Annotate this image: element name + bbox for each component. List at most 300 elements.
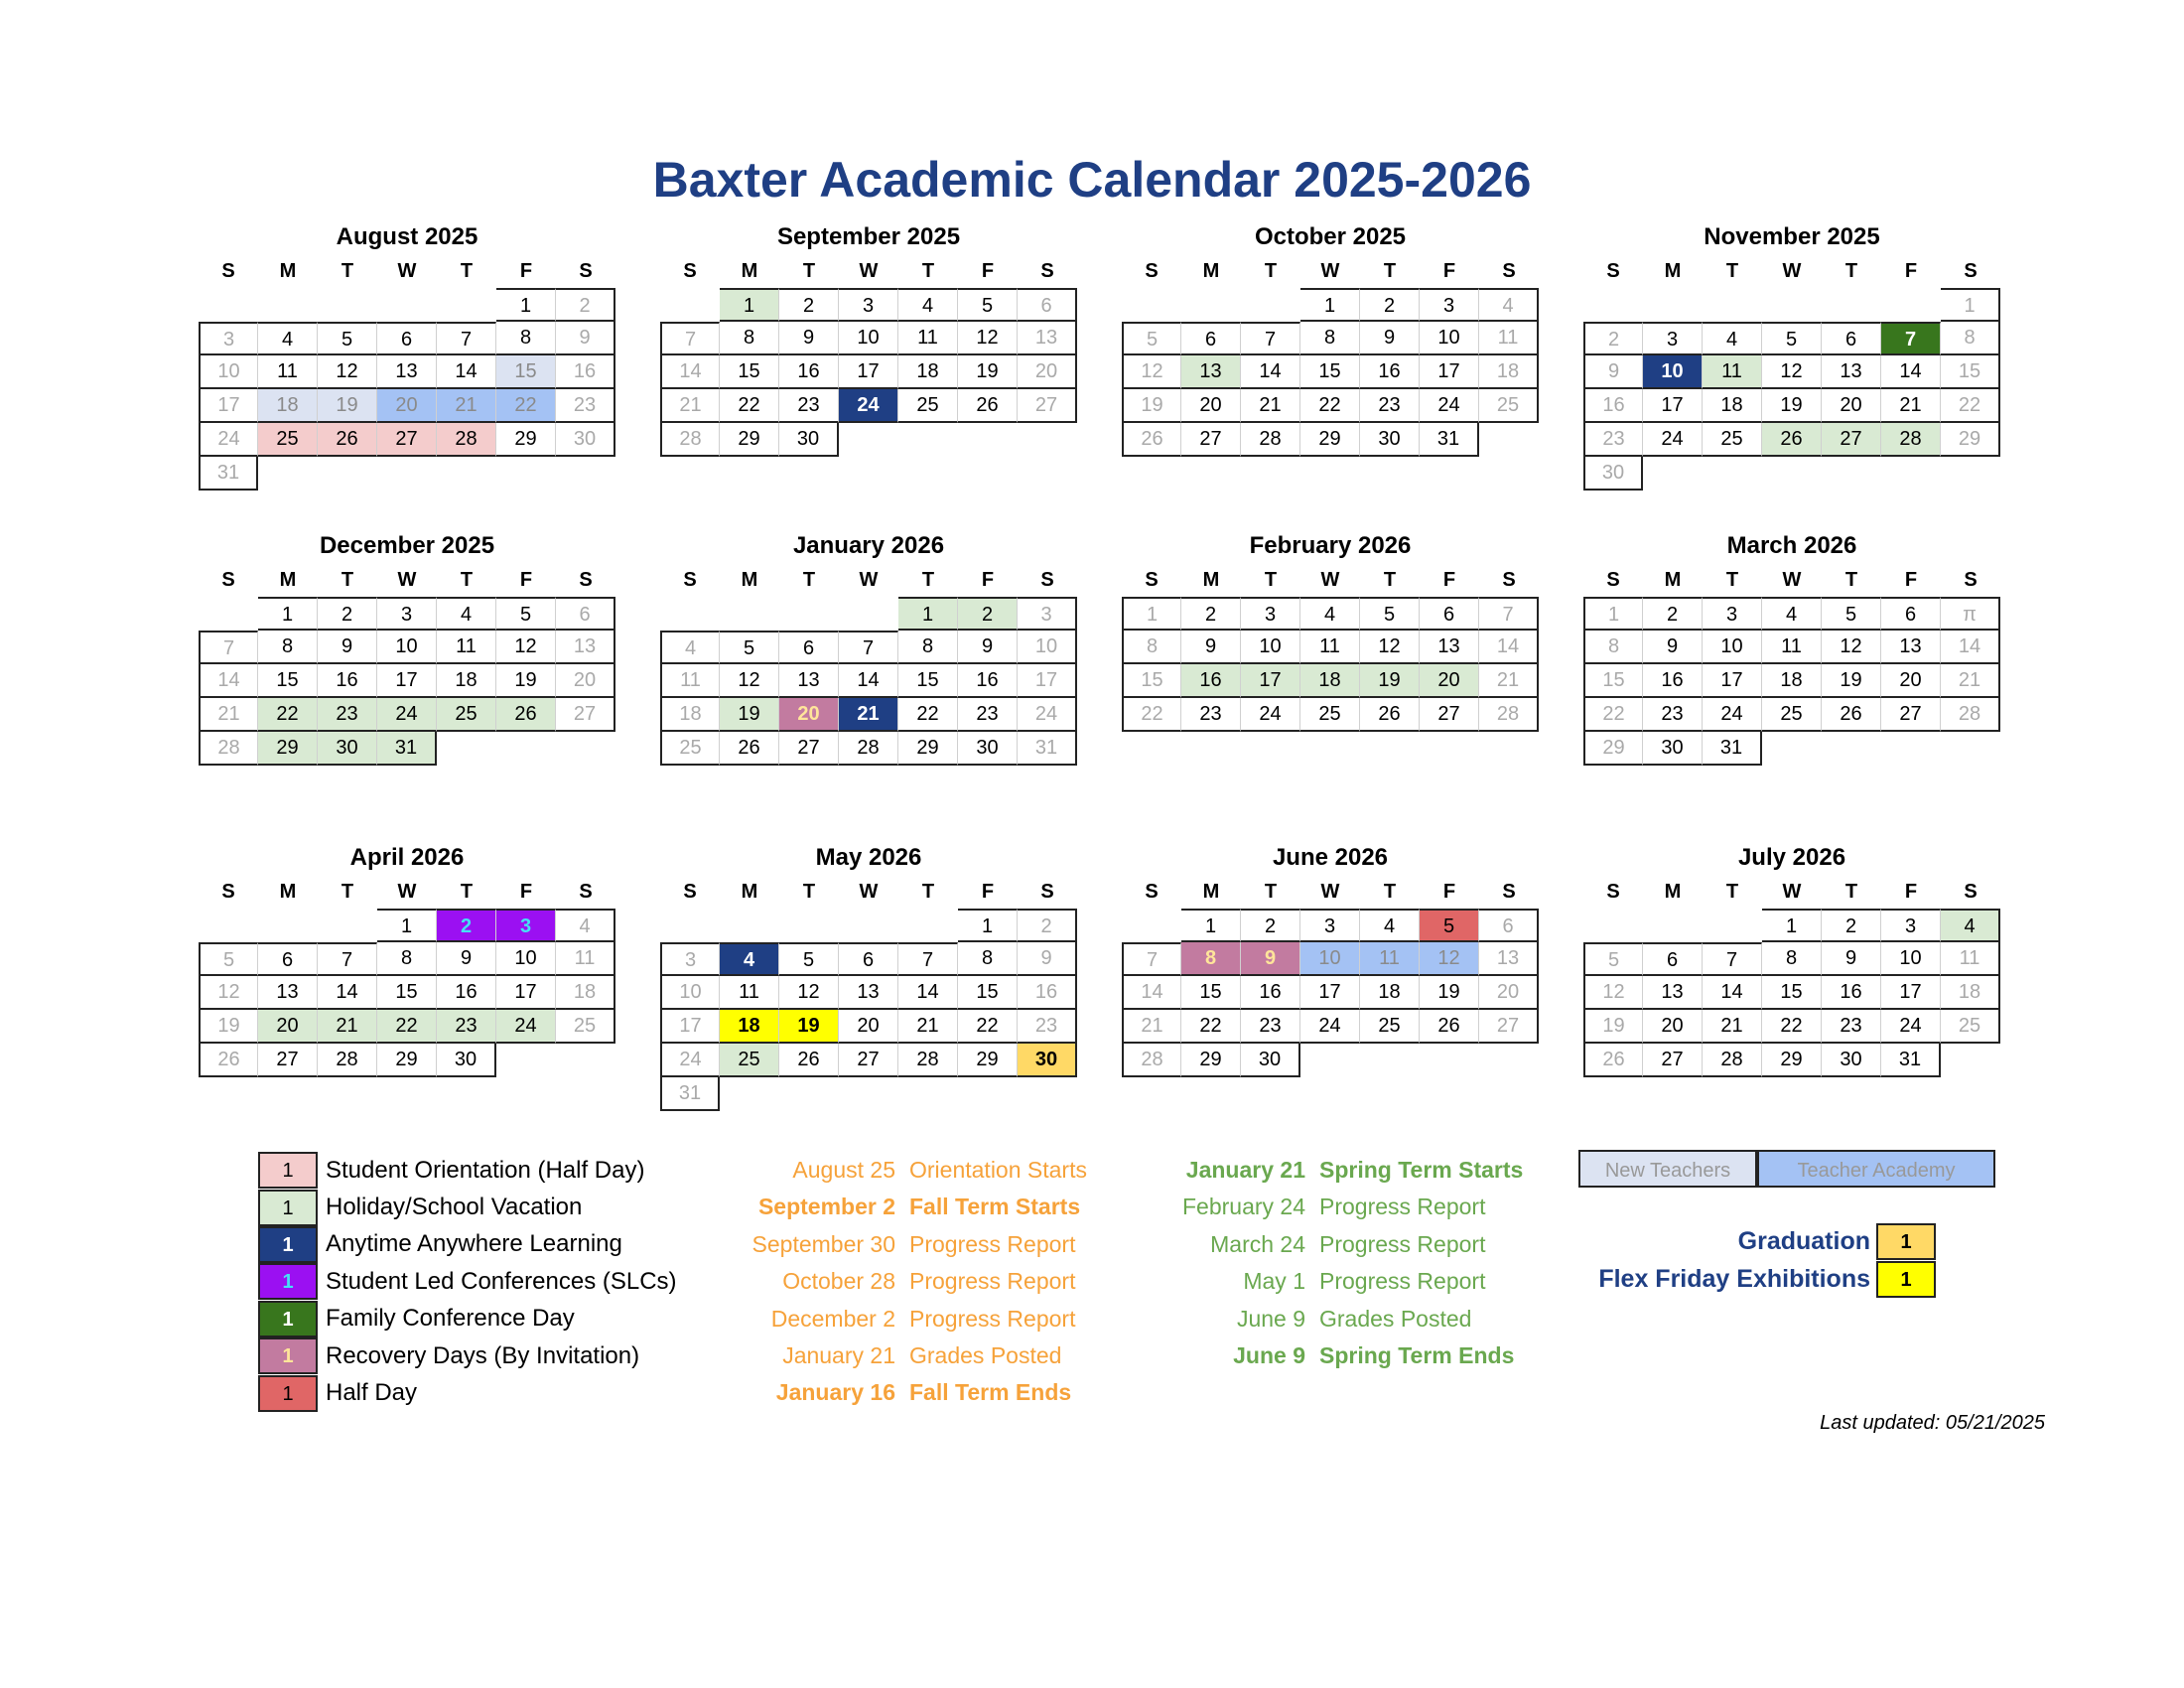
- weekday-label: F: [1904, 569, 1918, 591]
- weekday-label: S: [1606, 569, 1620, 591]
- day-cell: 25: [1941, 1010, 2000, 1044]
- day-cell: 10: [660, 976, 720, 1010]
- weekday-label: M: [1664, 881, 1682, 903]
- day-grid: [1583, 288, 2000, 491]
- day-cell: 3: [1881, 909, 1941, 942]
- day-cell: 23: [1018, 1010, 1077, 1044]
- day-cell: 19: [1762, 389, 1822, 423]
- weekday-label: S: [221, 260, 235, 282]
- day-cell: 21: [1703, 1010, 1762, 1044]
- day-cell: 25: [1300, 698, 1360, 732]
- day-cell: 24: [377, 698, 437, 732]
- weekday-label: W: [397, 569, 417, 591]
- day-cell: 14: [898, 976, 958, 1010]
- day-cell: 18: [1479, 355, 1539, 389]
- day-cell: 23: [1360, 389, 1420, 423]
- day-cell: 25: [1360, 1010, 1420, 1044]
- weekday-label: T: [921, 260, 935, 282]
- day-cell: 19: [958, 355, 1018, 389]
- day-cell: 2: [1822, 909, 1881, 942]
- weekday-label: M: [279, 260, 297, 282]
- day-cell: 12: [1420, 942, 1479, 976]
- term-event: Spring Term Ends: [1319, 1341, 1515, 1368]
- day-cell: 26: [496, 698, 556, 732]
- term-date-row: [695, 1152, 1087, 1189]
- day-cell: 1: [958, 909, 1018, 942]
- day-cell: 23: [1643, 698, 1703, 732]
- event-legend-item: [1569, 1260, 1936, 1297]
- new-teachers-box: New Teachers: [1578, 1150, 1757, 1188]
- day-cell: 11: [1479, 322, 1539, 355]
- day-grid: [660, 909, 1077, 1111]
- day-cell: 13: [377, 355, 437, 389]
- weekday-header: [1583, 254, 2000, 288]
- weekday-label: F: [519, 881, 533, 903]
- day-cell: 1: [720, 288, 779, 322]
- event-legend-swatch: 1: [1876, 1261, 1936, 1298]
- legend-label: Recovery Days (By Invitation): [326, 1341, 640, 1369]
- day-cell: 29: [720, 423, 779, 457]
- weekday-label: T: [802, 881, 816, 903]
- month-title: June 2026: [1272, 844, 1389, 871]
- day-cell: 19: [199, 1010, 258, 1044]
- weekday-label: T: [341, 569, 354, 591]
- day-cell: 9: [1181, 631, 1241, 664]
- weekday-label: M: [741, 260, 758, 282]
- day-cell: 26: [720, 732, 779, 766]
- day-cell: 20: [377, 389, 437, 423]
- day-cell: 2: [779, 288, 839, 322]
- day-cell: 24: [1881, 1010, 1941, 1044]
- day-cell: 25: [1479, 389, 1539, 423]
- day-cell: 13: [1479, 942, 1539, 976]
- day-cell: 18: [660, 698, 720, 732]
- day-cell: 28: [437, 423, 496, 457]
- month-january-2026: [660, 529, 1077, 766]
- day-cell: 11: [1300, 631, 1360, 664]
- weekday-label: W: [1320, 569, 1340, 591]
- day-cell: 18: [556, 976, 615, 1010]
- day-cell: 5: [1420, 909, 1479, 942]
- day-cell: 28: [898, 1044, 958, 1077]
- day-cell: 19: [779, 1010, 839, 1044]
- day-cell: 6: [1181, 322, 1241, 355]
- day-cell: 1: [377, 909, 437, 942]
- legend-swatch: 1: [258, 1263, 318, 1300]
- term-date: February 24: [1181, 1194, 1305, 1220]
- day-cell: 7: [1479, 597, 1539, 631]
- day-cell: 21: [1241, 389, 1300, 423]
- day-cell: 7: [1703, 942, 1762, 976]
- day-cell: 22: [898, 698, 958, 732]
- weekday-label: M: [279, 881, 297, 903]
- day-cell: 13: [1420, 631, 1479, 664]
- day-cell: 21: [1479, 664, 1539, 698]
- day-cell: 29: [377, 1044, 437, 1077]
- day-cell: 19: [1583, 1010, 1643, 1044]
- day-cell: 31: [660, 1077, 720, 1111]
- empty-cell: [199, 288, 258, 322]
- day-cell: 5: [1122, 322, 1181, 355]
- day-cell: 10: [1881, 942, 1941, 976]
- weekday-label: S: [579, 881, 593, 903]
- day-cell: 13: [1881, 631, 1941, 664]
- day-cell: 20: [1420, 664, 1479, 698]
- day-cell: 8: [898, 631, 958, 664]
- day-cell: 1: [1122, 597, 1181, 631]
- day-cell: 7: [839, 631, 898, 664]
- day-cell: 8: [1300, 322, 1360, 355]
- day-cell: 25: [1762, 698, 1822, 732]
- day-cell: 16: [1241, 976, 1300, 1010]
- day-cell: 21: [1122, 1010, 1181, 1044]
- day-cell: 5: [1360, 597, 1420, 631]
- day-cell: 18: [898, 355, 958, 389]
- day-cell: 19: [1360, 664, 1420, 698]
- day-cell: 16: [1181, 664, 1241, 698]
- day-cell: 29: [1762, 1044, 1822, 1077]
- weekday-label: T: [1383, 260, 1397, 282]
- day-cell: 2: [1360, 288, 1420, 322]
- day-cell: 14: [839, 664, 898, 698]
- month-title: January 2026: [792, 532, 945, 559]
- term-event: Fall Term Ends: [909, 1379, 1072, 1406]
- day-cell: 10: [496, 942, 556, 976]
- day-cell: 14: [1479, 631, 1539, 664]
- weekday-label: S: [1964, 881, 1978, 903]
- day-cell: 10: [199, 355, 258, 389]
- day-cell: 22: [720, 389, 779, 423]
- day-cell: 2: [1018, 909, 1077, 942]
- day-cell: 28: [660, 423, 720, 457]
- day-cell: 12: [779, 976, 839, 1010]
- day-cell: 26: [1122, 423, 1181, 457]
- day-cell: 26: [199, 1044, 258, 1077]
- term-date-row: [1152, 1152, 1523, 1189]
- term-date-row: [695, 1374, 1087, 1411]
- weekday-label: W: [1782, 881, 1802, 903]
- day-cell: 31: [1420, 423, 1479, 457]
- empty-cell: [1122, 288, 1181, 322]
- day-cell: 14: [660, 355, 720, 389]
- day-cell: 28: [199, 732, 258, 766]
- empty-cell: [377, 288, 437, 322]
- day-cell: 24: [839, 389, 898, 423]
- day-cell: 5: [1822, 597, 1881, 631]
- day-cell: 7: [1122, 942, 1181, 976]
- weekday-label: S: [579, 260, 593, 282]
- day-cell: 17: [199, 389, 258, 423]
- term-date: September 30: [751, 1230, 895, 1257]
- day-cell: 28: [1122, 1044, 1181, 1077]
- day-cell: 26: [1420, 1010, 1479, 1044]
- weekday-label: W: [1782, 260, 1802, 282]
- month-july-2026: [1583, 841, 2000, 1077]
- legend-swatch: 1: [258, 1337, 318, 1374]
- day-cell: 23: [1181, 698, 1241, 732]
- legend-item: [258, 1152, 677, 1189]
- day-cell: 6: [377, 322, 437, 355]
- month-september-2025: [660, 220, 1077, 457]
- weekday-label: M: [1202, 881, 1220, 903]
- empty-cell: [1703, 288, 1762, 322]
- day-cell: 9: [1822, 942, 1881, 976]
- empty-cell: [1241, 288, 1300, 322]
- day-cell: 26: [1583, 1044, 1643, 1077]
- legend-item: [258, 1226, 677, 1263]
- empty-cell: [1881, 288, 1941, 322]
- weekday-header: [660, 254, 1077, 288]
- weekday-label: T: [1725, 881, 1739, 903]
- day-cell: 16: [1822, 976, 1881, 1010]
- day-cell: 11: [720, 976, 779, 1010]
- day-cell: 15: [1181, 976, 1241, 1010]
- term-event: Progress Report: [909, 1305, 1076, 1332]
- day-cell: 6: [1018, 288, 1077, 322]
- day-cell: 11: [660, 664, 720, 698]
- day-cell: 15: [1941, 355, 2000, 389]
- day-cell: 7: [199, 631, 258, 664]
- day-grid: [660, 597, 1077, 766]
- term-date-row: [1152, 1189, 1523, 1225]
- day-cell: 27: [839, 1044, 898, 1077]
- day-cell: 1: [1300, 288, 1360, 322]
- day-cell: 12: [199, 976, 258, 1010]
- weekday-label: T: [1264, 881, 1278, 903]
- spring-term-dates: [1152, 1152, 1523, 1374]
- day-cell: 6: [1479, 909, 1539, 942]
- day-cell: 21: [199, 698, 258, 732]
- weekday-label: S: [1040, 260, 1054, 282]
- day-cell: 27: [1479, 1010, 1539, 1044]
- day-cell: 5: [1762, 322, 1822, 355]
- weekday-label: F: [981, 881, 995, 903]
- day-cell: 24: [1703, 698, 1762, 732]
- day-cell: 25: [556, 1010, 615, 1044]
- day-cell: 22: [1181, 1010, 1241, 1044]
- weekday-label: S: [1145, 260, 1159, 282]
- day-cell: 11: [437, 631, 496, 664]
- month-title: March 2026: [1726, 532, 1857, 559]
- day-cell: 6: [1822, 322, 1881, 355]
- empty-cell: [318, 288, 377, 322]
- day-cell: 30: [958, 732, 1018, 766]
- day-cell: 24: [660, 1044, 720, 1077]
- empty-cell: [1122, 909, 1181, 942]
- day-cell: 15: [958, 976, 1018, 1010]
- day-cell: 8: [720, 322, 779, 355]
- day-cell: 15: [258, 664, 318, 698]
- weekday-label: F: [519, 260, 533, 282]
- day-cell: 16: [779, 355, 839, 389]
- day-cell: 13: [556, 631, 615, 664]
- day-cell: 4: [258, 322, 318, 355]
- weekday-label: F: [1904, 881, 1918, 903]
- day-cell: 3: [1643, 322, 1703, 355]
- day-cell: 15: [898, 664, 958, 698]
- day-cell: 20: [258, 1010, 318, 1044]
- weekday-label: M: [279, 569, 297, 591]
- day-cell: 13: [1643, 976, 1703, 1010]
- day-cell: 27: [1420, 698, 1479, 732]
- legend-swatch: 1: [258, 1152, 318, 1189]
- day-cell: 14: [1241, 355, 1300, 389]
- day-cell: 14: [1122, 976, 1181, 1010]
- weekday-label: S: [1040, 569, 1054, 591]
- legend-label: Holiday/School Vacation: [326, 1194, 583, 1221]
- legend-item: [258, 1337, 677, 1374]
- weekday-label: T: [802, 569, 816, 591]
- day-cell: 18: [1703, 389, 1762, 423]
- day-cell: 1: [1762, 909, 1822, 942]
- day-cell: 5: [779, 942, 839, 976]
- weekday-label: S: [221, 881, 235, 903]
- day-cell: 4: [1941, 909, 2000, 942]
- legend-label: Anytime Anywhere Learning: [326, 1230, 622, 1258]
- day-cell: 17: [839, 355, 898, 389]
- day-cell: 10: [1300, 942, 1360, 976]
- weekday-label: S: [1040, 881, 1054, 903]
- legend-swatch: 1: [258, 1190, 318, 1226]
- weekday-label: T: [460, 881, 474, 903]
- day-cell: 6: [779, 631, 839, 664]
- month-title: July 2026: [1737, 844, 1846, 871]
- day-cell: 30: [437, 1044, 496, 1077]
- day-cell: 18: [437, 664, 496, 698]
- term-event: Progress Report: [1319, 1194, 1486, 1220]
- day-cell: 21: [898, 1010, 958, 1044]
- day-cell: 19: [720, 698, 779, 732]
- weekday-label: T: [1844, 569, 1858, 591]
- month-title: May 2026: [815, 844, 922, 871]
- day-cell: 4: [1762, 597, 1822, 631]
- weekday-label: M: [741, 881, 758, 903]
- day-cell: 6: [556, 597, 615, 631]
- event-legend-label: Flex Friday Exhibitions: [1598, 1264, 1870, 1293]
- day-cell: 25: [437, 698, 496, 732]
- day-cell: 14: [1881, 355, 1941, 389]
- day-cell: 9: [556, 322, 615, 355]
- day-cell: 15: [496, 355, 556, 389]
- day-cell: 7: [898, 942, 958, 976]
- day-cell: 16: [1643, 664, 1703, 698]
- day-cell: 1: [1583, 597, 1643, 631]
- day-cell: 16: [437, 976, 496, 1010]
- day-cell: 30: [1643, 732, 1703, 766]
- month-april-2026: [199, 841, 615, 1077]
- day-cell: 16: [1360, 355, 1420, 389]
- weekday-label: S: [1964, 260, 1978, 282]
- day-cell: 28: [1241, 423, 1300, 457]
- term-event: Progress Report: [1319, 1268, 1486, 1295]
- day-cell: 14: [437, 355, 496, 389]
- day-cell: 23: [556, 389, 615, 423]
- weekday-label: S: [683, 260, 697, 282]
- month-title: April 2026: [349, 844, 465, 871]
- term-event: Spring Term Starts: [1319, 1157, 1524, 1183]
- day-cell: 16: [318, 664, 377, 698]
- day-cell: 22: [1941, 389, 2000, 423]
- day-cell: 12: [1583, 976, 1643, 1010]
- day-cell: 18: [1300, 664, 1360, 698]
- day-cell: 9: [1360, 322, 1420, 355]
- day-cell: 23: [318, 698, 377, 732]
- term-date-row: [695, 1263, 1087, 1300]
- term-date: October 28: [782, 1268, 895, 1295]
- day-cell: 18: [1941, 976, 2000, 1010]
- weekday-label: F: [1442, 569, 1456, 591]
- day-cell: 11: [1360, 942, 1420, 976]
- day-cell: 20: [556, 664, 615, 698]
- weekday-label: M: [1202, 260, 1220, 282]
- day-cell: 24: [1420, 389, 1479, 423]
- day-cell: 27: [779, 732, 839, 766]
- day-cell: 12: [496, 631, 556, 664]
- day-cell: 29: [1583, 732, 1643, 766]
- day-cell: 9: [1241, 942, 1300, 976]
- day-cell: 17: [1881, 976, 1941, 1010]
- day-cell: 24: [1643, 423, 1703, 457]
- term-date: September 2: [757, 1194, 895, 1220]
- day-cell: 20: [1643, 1010, 1703, 1044]
- empty-cell: [1583, 288, 1643, 322]
- empty-cell: [779, 597, 839, 631]
- day-cell: 15: [377, 976, 437, 1010]
- day-cell: 9: [437, 942, 496, 976]
- day-cell: 2: [437, 909, 496, 942]
- day-cell: 5: [720, 631, 779, 664]
- weekday-label: T: [1725, 260, 1739, 282]
- day-cell: 12: [1360, 631, 1420, 664]
- day-cell: 7: [1241, 322, 1300, 355]
- day-cell: 25: [660, 732, 720, 766]
- event-legend-label: Graduation: [1737, 1227, 1870, 1256]
- weekday-label: S: [579, 569, 593, 591]
- day-cell: 2: [556, 288, 615, 322]
- day-cell: 25: [720, 1044, 779, 1077]
- day-cell: 26: [318, 423, 377, 457]
- empty-cell: [1822, 288, 1881, 322]
- weekday-label: S: [1606, 260, 1620, 282]
- day-cell: 4: [1703, 322, 1762, 355]
- empty-cell: [1181, 288, 1241, 322]
- month-title: November 2025: [1704, 223, 1880, 250]
- term-date-row: [695, 1189, 1087, 1225]
- empty-cell: [898, 909, 958, 942]
- day-cell: 15: [1762, 976, 1822, 1010]
- day-cell: 22: [958, 1010, 1018, 1044]
- day-cell: 20: [839, 1010, 898, 1044]
- day-cell: 26: [1822, 698, 1881, 732]
- empty-cell: [437, 288, 496, 322]
- event-legend-swatch: 1: [1876, 1223, 1936, 1260]
- day-grid: [660, 288, 1077, 457]
- last-updated: Last updated: 05/21/2025: [1820, 1412, 2045, 1434]
- day-cell: 22: [496, 389, 556, 423]
- day-cell: 10: [839, 322, 898, 355]
- day-cell: 12: [318, 355, 377, 389]
- weekday-label: S: [221, 569, 235, 591]
- weekday-header: [660, 563, 1077, 597]
- legend-swatch: 1: [258, 1226, 318, 1263]
- day-cell: 30: [1822, 1044, 1881, 1077]
- weekday-label: S: [1145, 881, 1159, 903]
- day-grid: [199, 597, 615, 766]
- event-legend: [1569, 1223, 1936, 1298]
- day-cell: 29: [958, 1044, 1018, 1077]
- day-cell: 1: [898, 597, 958, 631]
- day-cell: 17: [660, 1010, 720, 1044]
